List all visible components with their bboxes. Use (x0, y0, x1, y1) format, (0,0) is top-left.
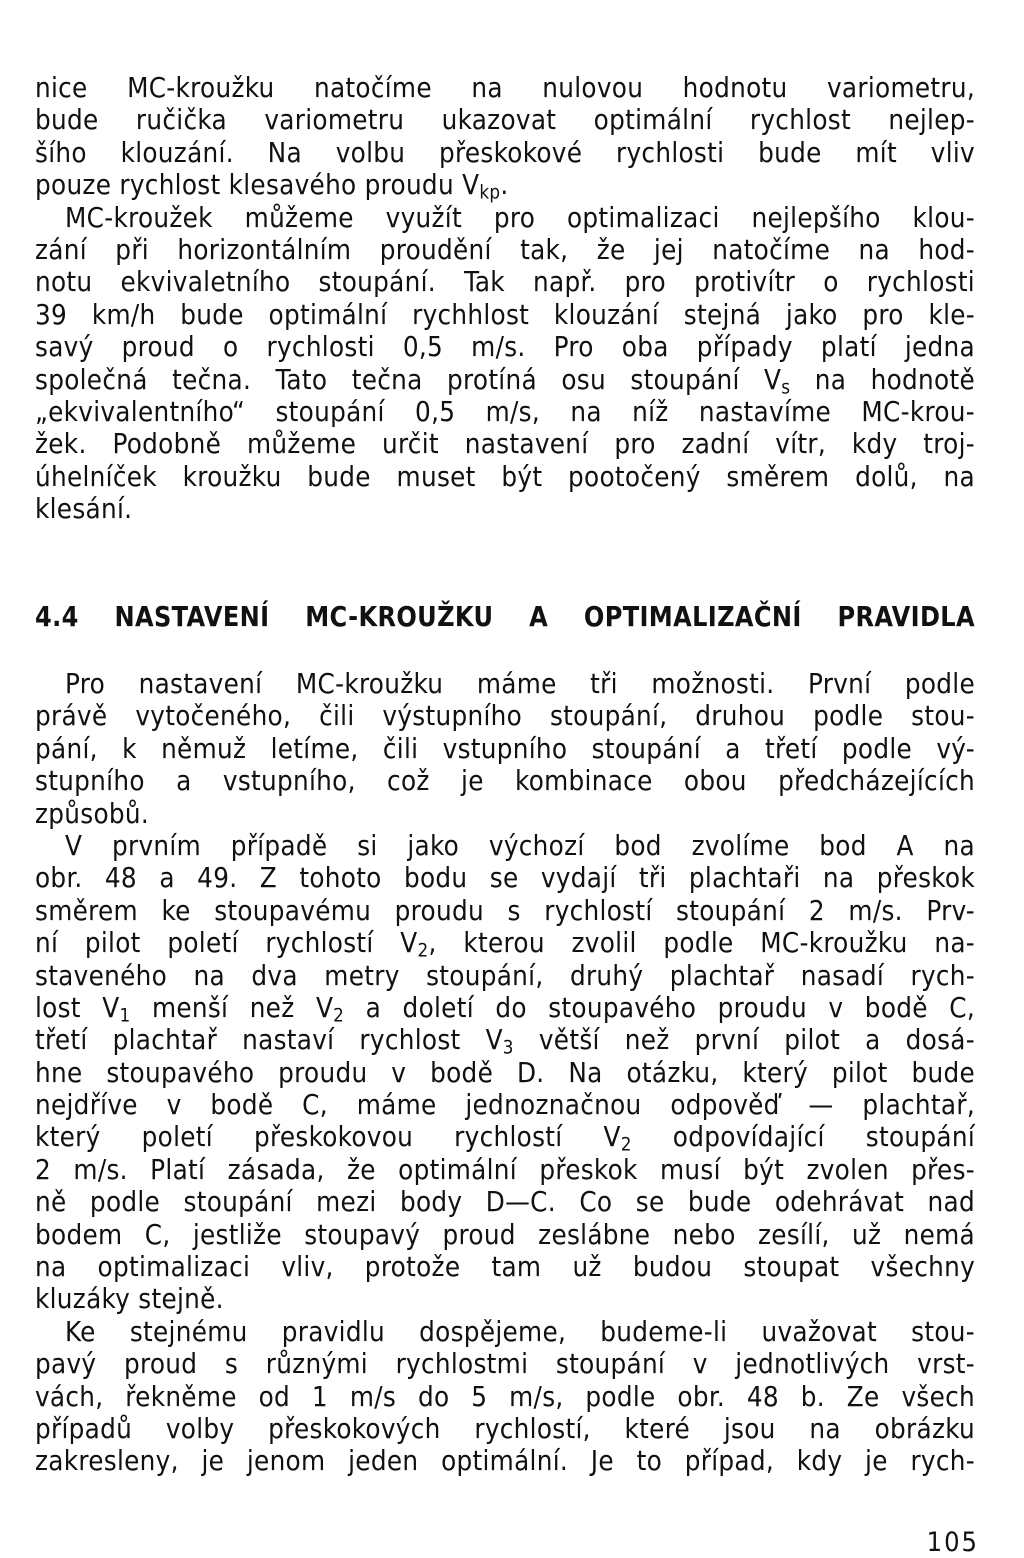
page-number: 105 (926, 1527, 979, 1558)
text-line: zání při horizontálním proudění tak, že jej natočíme na hod- (35, 233, 975, 266)
text-line (35, 363, 975, 399)
text-line: kluzáky stejně. (35, 1283, 224, 1316)
text-line: bude ručička variometru ukazovat optimální rychlost nejlep- (35, 104, 975, 137)
text-line: klesání. (35, 493, 133, 526)
text-line: ně podle stoupání mezi body D—C. Co se bude odehrávat nad (35, 1186, 975, 1219)
text-line: „ekvivalentního“ stoupání 0,5 m/s, na níž nastavíme MC-krou- (35, 395, 975, 428)
text-fragment: pouze rychlost klesavého proudu V (35, 169, 480, 202)
text-line: pavý proud s různými rychlostmi stoupání v jednotlivých vrst- (35, 1348, 975, 1381)
text-line: bodem C, jestliže stoupavý proud zeslábne nebo zesílí, už nemá (35, 1218, 975, 1251)
text-line: V prvním případě si jako výchozí bod zvolíme bod A na (65, 829, 975, 862)
text-line: nice MC-kroužku natočíme na nulovou hodnotu variometru, (35, 72, 975, 104)
text-line (35, 927, 976, 962)
subscript: 1 (119, 1005, 131, 1027)
subscript: kp (479, 182, 501, 204)
subscript: 3 (502, 1037, 514, 1059)
text-line: žek. Podobně můžeme určit nastavení pro zadní vítr, kdy troj- (35, 428, 975, 461)
subscript: 2 (620, 1135, 632, 1157)
text-line: notu ekvivaletního stoupání. Tak např. pro protivítr o rychlosti (35, 266, 975, 299)
text-fragment: ní pilot poletí rychlostí V (35, 927, 418, 960)
text-block-bottom (35, 668, 975, 1478)
text-fragment: lost V (35, 991, 120, 1024)
text-fragment: a doletí do stoupavého proudu v bodě C, (344, 991, 975, 1024)
text-line: Ke stejnému pravidlu dospějeme, budeme-li uvažovat stou- (65, 1315, 975, 1348)
text-line (35, 169, 975, 204)
text-line (35, 1121, 976, 1157)
text-fragment: na hodnotě (790, 363, 975, 396)
text-line: Pro nastavení MC-kroužku máme tři možnosti. První podle (65, 668, 975, 700)
text-block-top (35, 72, 975, 525)
text-line: na optimalizaci vliv, protože tam už budou stoupat všechny (35, 1251, 975, 1284)
text-line: savý proud o rychlosti 0,5 m/s. Pro oba případy platí jedna (35, 331, 975, 364)
text-line: způsobů. (35, 797, 150, 830)
text-fragment: odpovídající stoupání (631, 1121, 976, 1154)
text-line (35, 1024, 975, 1059)
text-line: pání, k němuž letíme, čili vstupního stoupání a třetí podle vý- (35, 732, 975, 765)
text-line: vách, řekněme od 1 m/s do 5 m/s, podle obr. 48 b. Ze všech (35, 1380, 975, 1413)
text-line: staveného na dva metry stoupání, druhý plachtař nasadí rych- (35, 959, 975, 992)
text-line: šího klouzání. Na volbu přeskokové rychlosti bude mít vliv (35, 136, 975, 169)
text-line: obr. 48 a 49. Z tohoto bodu se vydají tři plachtaři na přeskok (35, 862, 975, 895)
text-fragment: větší než první pilot a dosá- (513, 1024, 975, 1057)
text-fragment: menší než V (130, 991, 334, 1024)
text-line: stupního a vstupního, což je kombinace obou předcházejících (35, 765, 975, 798)
text-line (35, 991, 975, 1027)
text-fragment: společná tečna. Tato tečna protíná osu stoupání V (35, 363, 782, 396)
text-line: hne stoupavého proudu v bodě D. Na otázku, který pilot bude (35, 1056, 975, 1089)
text-line: úhelníček kroužku bude muset být pootočený směrem dolů, na (35, 460, 975, 493)
subscript: s (781, 377, 791, 399)
text-line: právě vytočeného, čili výstupního stoupání, druhou podle stou- (35, 700, 975, 733)
subscript: 2 (333, 1005, 345, 1027)
text-line: případů volby přeskokových rychlostí, které jsou na obrázku (35, 1412, 975, 1445)
text-fragment: třetí plachtař nastaví rychlost V (35, 1024, 503, 1057)
text-line: MC-kroužek můžeme využít pro optimalizaci nejlepšího klou- (65, 201, 975, 234)
subscript: 2 (417, 940, 429, 962)
text-fragment: který poletí přeskokovou rychlostí V (35, 1121, 621, 1154)
text-line: zakresleny, je jenom jeden optimální. Je to případ, kdy je rych- (35, 1445, 975, 1478)
text-line: směrem ke stoupavému proudu s rychlostí stoupání 2 m/s. Prv- (35, 894, 975, 927)
section-heading: 4.4 NASTAVENÍ MC-KROUŽKU A OPTIMALIZAČNÍ PRAVIDLA (35, 600, 975, 633)
text-line: 39 km/h bude optimální rychhlost klouzání stejná jako pro kle- (35, 298, 975, 331)
text-fragment: . (500, 169, 509, 202)
text-line: nejdříve v bodě C, máme jednoznačnou odpověď — plachtař, (35, 1089, 975, 1122)
text-line: 2 m/s. Platí zásada, že optimální přeskok musí být zvolen přes- (35, 1153, 975, 1186)
text-fragment: , kterou zvolil podle MC-kroužku na- (428, 927, 976, 960)
